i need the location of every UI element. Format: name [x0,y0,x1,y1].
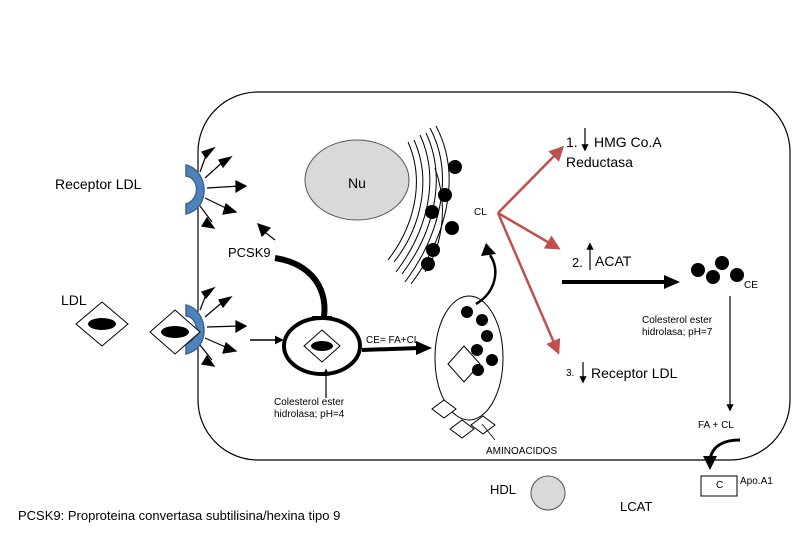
label-hmg-line1: HMG Co.A [594,134,662,150]
label-hdl: HDL [490,482,517,497]
footnote-pcsk9: PCSK9: Proproteina convertasa subtilisina/hexina tipo 9 [18,508,341,523]
label-acat: ACAT [595,253,632,269]
label-pcsk9: PCSK9 [228,245,271,260]
label-receptor-ldl-2: Receptor LDL [591,365,678,381]
label-hmg-number: 1. [566,134,578,150]
hdl-particle [531,476,565,510]
label-receptor-number: 3. [566,368,575,379]
label-cl: CL [474,207,487,218]
label-c-box: C [716,480,724,491]
label-acat-number: 2. [572,255,583,270]
label-hidrolasa-ph7-line1: Colesterol ester [642,315,713,326]
label-aminoacidos: AMINOACIDOS [486,446,558,457]
label-ce-equation: CE= FA+CL [366,335,420,346]
label-nucleus: Nu [348,175,366,191]
ldl-particle-outside-1 [76,302,128,346]
label-receptor-ldl: Receptor LDL [55,176,142,192]
endosome [284,318,360,374]
label-hidrolasa-ph7-line2: hidrolasa; pH=7 [642,327,713,338]
label-ldl: LDL [61,292,87,308]
label-hidrolasa-ph4-line1: Colesterol ester [274,397,345,408]
label-ce: CE [744,280,758,291]
label-apoa1: Apo.A1 [740,476,773,487]
label-hmg-line2: Reductasa [566,154,633,170]
label-lcat: LCAT [620,499,653,514]
label-hidrolasa-ph4-line2: hidrolasa; pH=4 [274,409,345,420]
arrow-to-lysosome [362,348,420,350]
label-fa-cl: FA + CL [698,420,734,431]
